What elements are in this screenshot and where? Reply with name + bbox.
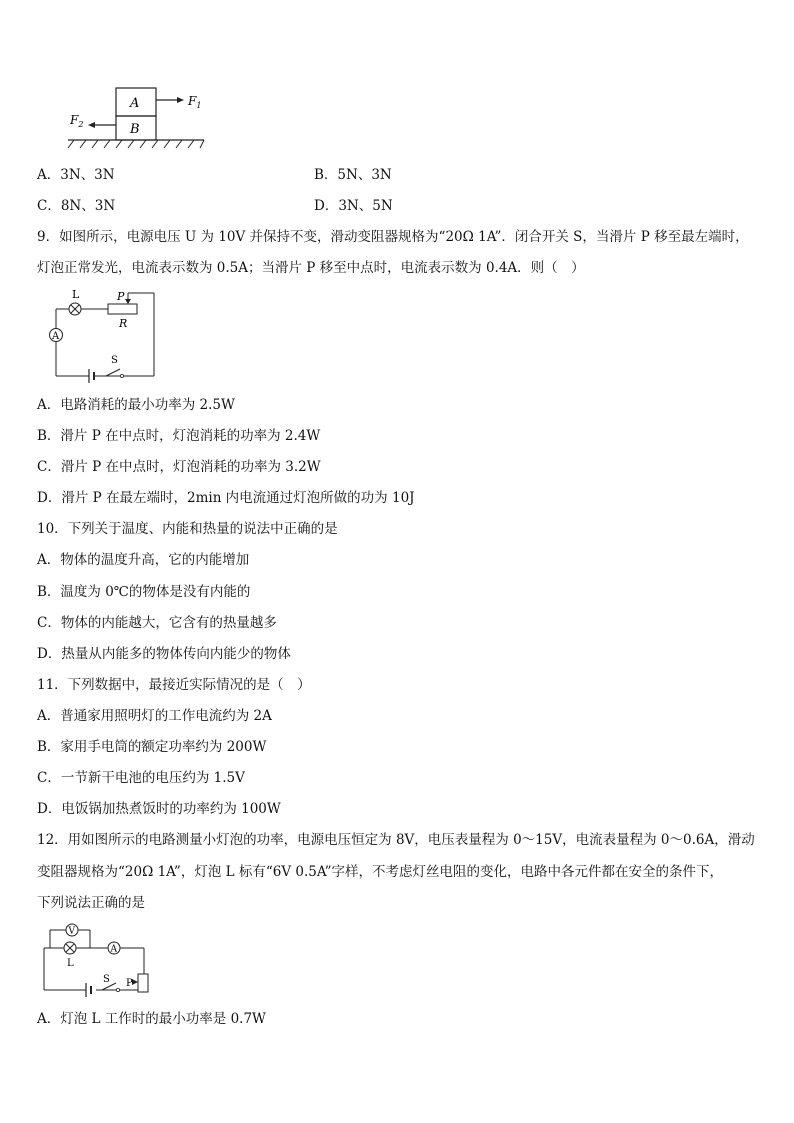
q8-option-b[interactable]: B．5N、3N bbox=[314, 167, 392, 183]
switch-label-q12: S bbox=[103, 974, 110, 985]
slider-label: P bbox=[117, 290, 125, 303]
q10-option-b[interactable]: B．温度为 0℃的物体是没有内能的 bbox=[37, 584, 251, 600]
q8-option-a[interactable]: A．3N、3N bbox=[37, 167, 115, 183]
slider-arrowhead-q12 bbox=[132, 979, 138, 985]
q9-option-a[interactable]: A．电路消耗的最小功率为 2.5W bbox=[37, 397, 235, 413]
q11-option-a[interactable]: A．普通家用照明灯的工作电流约为 2A bbox=[37, 708, 272, 724]
lamp-label-q12: L bbox=[67, 958, 74, 969]
f1-arrowhead bbox=[177, 97, 184, 103]
q8-option-c[interactable]: C．8N、3N bbox=[37, 198, 116, 214]
q8-option-d[interactable]: D．3N、5N bbox=[314, 198, 393, 214]
slider-arrowhead bbox=[125, 299, 131, 304]
rheostat-icon bbox=[108, 304, 137, 314]
q12-stem-line2: 变阻器规格为“20Ω 1A”，灯泡 L 标有“6V 0.5A”字样，不考虑灯丝电阻的变化，电路中各元件都在安全的条件下， bbox=[37, 864, 724, 880]
q9-circuit-diagram bbox=[44, 287, 160, 383]
q11-option-d[interactable]: D．电饭锅加热煮饭时的功率约为 100W bbox=[37, 801, 281, 817]
q12-circuit-diagram bbox=[40, 922, 152, 998]
q11-option-c[interactable]: C．一节新干电池的电压约为 1.5V bbox=[37, 770, 245, 786]
rheostat-label: R bbox=[119, 317, 128, 330]
q9-option-d[interactable]: D．滑片 P 在最左端时，2min 内电流通过灯泡所做的功为 10J bbox=[37, 490, 415, 506]
q11-stem: 11．下列数据中，最接近实际情况的是（ ） bbox=[37, 677, 311, 693]
switch-icon bbox=[106, 369, 120, 376]
ground-hatching bbox=[68, 140, 204, 148]
q11-option-b[interactable]: B．家用手电筒的额定功率约为 200W bbox=[37, 739, 267, 755]
q12-stem-line3: 下列说法正确的是 bbox=[37, 895, 145, 911]
q12-stem-line1: 12．用如图所示的电路测量小灯泡的功率，电源电压恒定为 8V，电压表量程为 0～15V，电流表量程为 0～0.6A，滑动 bbox=[37, 832, 755, 848]
switch-label: S bbox=[111, 355, 118, 366]
q10-option-a[interactable]: A．物体的温度升高，它的内能增加 bbox=[37, 552, 250, 568]
f2-label: $F_2$ bbox=[70, 113, 84, 129]
q10-option-d[interactable]: D．热量从内能多的物体传向内能少的物体 bbox=[37, 646, 291, 662]
lamp-label: L bbox=[72, 288, 80, 301]
rheostat-icon-q12 bbox=[138, 974, 148, 992]
q9-stem-line2: 灯泡正常发光，电流表示数为 0.5A；当滑片 P 移至中点时，电流表示数为 0.4A．则（ ） bbox=[37, 260, 585, 276]
ammeter-label-q12: A bbox=[110, 944, 117, 955]
block-b-label: B bbox=[130, 122, 140, 137]
q10-option-c[interactable]: C．物体的内能越大，它含有的热量越多 bbox=[37, 615, 277, 631]
q9-stem-line1: 9．如图所示，电源电压 U 为 10V 并保持不变，滑动变阻器规格为“20Ω 1A”．闭合开关 S，当滑片 P 移至最左端时， bbox=[37, 229, 749, 245]
f2-arrowhead bbox=[88, 122, 95, 128]
f1-label: $F_1$ bbox=[188, 94, 202, 110]
blocks-force-diagram bbox=[60, 82, 210, 152]
block-a-label: A bbox=[130, 96, 140, 111]
slider-label-q12: P bbox=[126, 978, 133, 989]
ammeter-label: A bbox=[52, 331, 60, 342]
q9-option-c[interactable]: C．滑片 P 在中点时，灯泡消耗的功率为 3.2W bbox=[37, 459, 321, 475]
q9-option-b[interactable]: B．滑片 P 在中点时，灯泡消耗的功率为 2.4W bbox=[37, 428, 321, 444]
q12-option-a[interactable]: A．灯泡 L 工作时的最小功率是 0.7W bbox=[37, 1011, 266, 1027]
q10-stem: 10．下列关于温度、内能和热量的说法中正确的是 bbox=[37, 521, 338, 537]
voltmeter-label: V bbox=[68, 926, 75, 937]
